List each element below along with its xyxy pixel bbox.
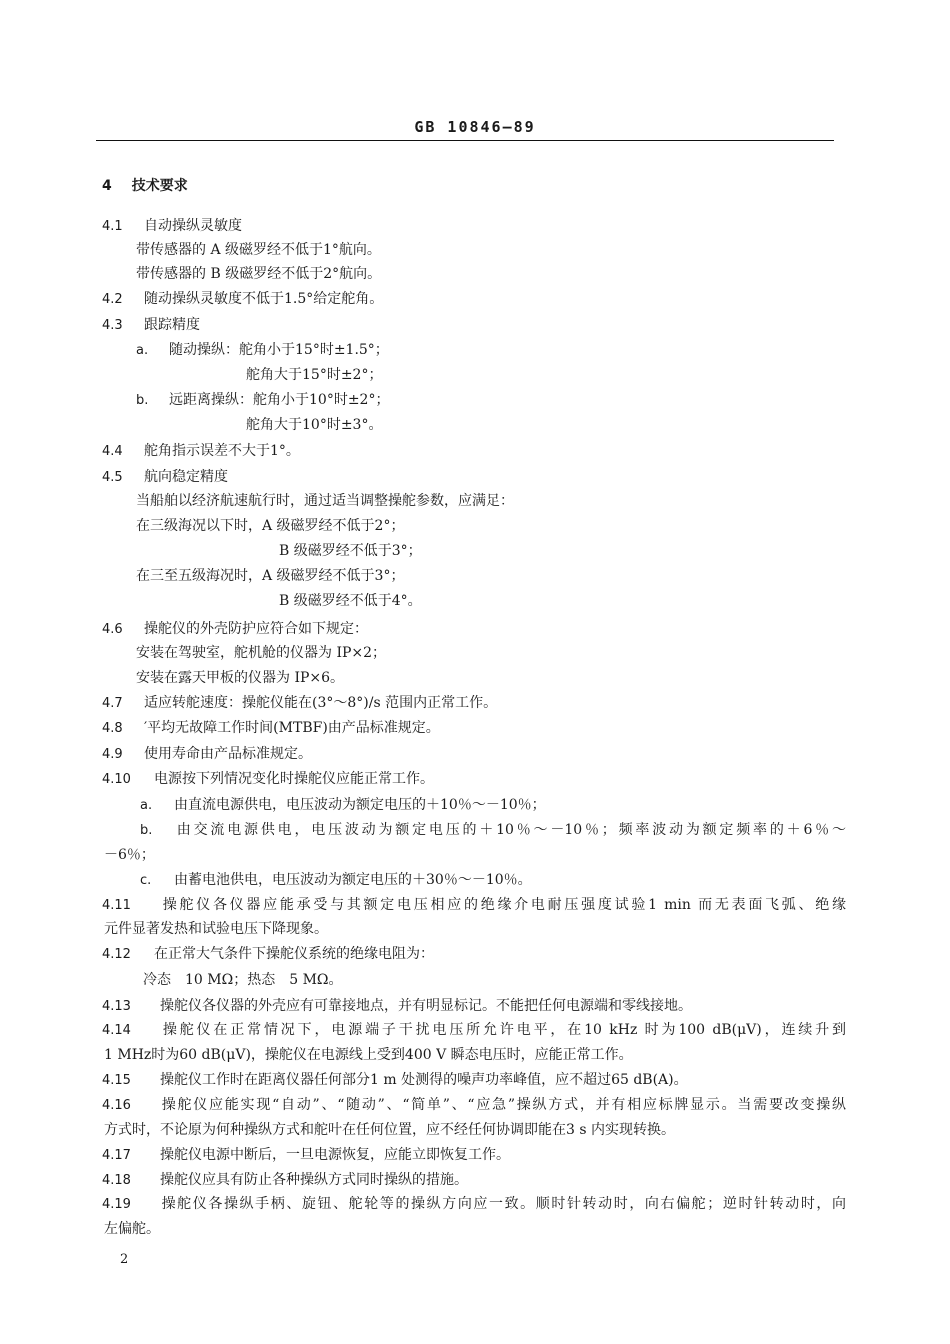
- clause-4-5: [102, 467, 228, 487]
- item-b: [136, 390, 389, 410]
- item-marker: b.: [136, 393, 149, 408]
- item-a: [136, 340, 389, 360]
- clause-text: 适应转舵速度：操舵仪能在(3°～8°)/s 范围内正常工作。: [144, 695, 498, 711]
- clause-number: 4.16: [102, 1098, 131, 1113]
- text-line: 1 MHz时为60 dB(μV)，操舵仪在电源线上受到400 V 瞬态电压时，应能正常工作。: [104, 1047, 633, 1063]
- clause-number: 4.12: [102, 947, 131, 962]
- header-rule: [96, 140, 834, 141]
- text-line: 冷态 10 MΩ；热态 5 MΩ。: [143, 972, 343, 988]
- clause-text: 操舵仪的外壳防护应符合如下规定：: [144, 621, 368, 637]
- clause-number: 4.2: [102, 292, 123, 307]
- section-title: 技术要求: [131, 178, 188, 194]
- clause-number: 4.5: [102, 470, 123, 485]
- item-text: 远距离操纵：舵角小于10°时±2°；: [169, 392, 390, 408]
- clause-text: 自动操纵灵敏度: [144, 218, 242, 234]
- item-b: [140, 820, 846, 840]
- clause-text: 操舵仪工作时在距离仪器任何部分1 m 处测得的噪声功率峰值，应不超过65 dB(A)。: [160, 1072, 688, 1088]
- clause-text: 操舵仪各仪器应能承受与其额定电压相应的绝缘介电耐压强度试验1 min 而无表面飞弧、绝缘: [160, 897, 846, 913]
- item-marker: c.: [140, 873, 152, 888]
- section-heading: [102, 176, 188, 196]
- clause-4-15: [102, 1070, 688, 1090]
- clause-4-2: [102, 289, 383, 309]
- item-text: 随动操纵：舵角小于15°时±1.5°；: [169, 342, 389, 358]
- item-marker: b.: [140, 823, 153, 838]
- text-line: 安装在驾驶室，舵机舱的仪器为 IP×2；: [136, 645, 387, 661]
- clause-text: 使用寿命由产品标准规定。: [144, 746, 312, 762]
- text-line: 左偏舵。: [104, 1221, 160, 1237]
- text-line: 在三至五级海况时，A 级磁罗经不低于3°；: [136, 568, 405, 584]
- text-line: 带传感器的 B 级磁罗经不低于2°航向。: [136, 266, 382, 282]
- text-line: 带传感器的 A 级磁罗经不低于1°航向。: [136, 242, 381, 258]
- clause-4-19: [102, 1194, 846, 1214]
- clause-text: 操舵仪各仪器的外壳应有可靠接地点，并有明显标记。不能把任何电源端和零线接地。: [160, 998, 692, 1014]
- clause-text: 随动操纵灵敏度不低于1.5°给定舵角。: [144, 291, 384, 307]
- text-line: 在三级海况以下时，A 级磁罗经不低于2°；: [136, 518, 405, 534]
- clause-number: 4.13: [102, 999, 131, 1014]
- section-number: 4: [102, 178, 112, 194]
- clause-text: 操舵仪电源中断后，一旦电源恢复，应能立即恢复工作。: [160, 1147, 510, 1163]
- document-header-code: GB 10846—89: [414, 118, 536, 136]
- text-line: B 级磁罗经不低于4°。: [279, 593, 422, 609]
- clause-number: 4.18: [102, 1173, 131, 1188]
- clause-4-3: [102, 315, 200, 335]
- clause-number: 4.7: [102, 696, 123, 711]
- clause-number: 4.15: [102, 1073, 131, 1088]
- clause-number: 4.10: [102, 772, 131, 787]
- clause-4-11: [102, 895, 846, 915]
- clause-text: 在正常大气条件下操舵仪系统的绝缘电阻为：: [154, 946, 434, 962]
- item-a: [140, 795, 546, 815]
- clause-number: 4.8: [102, 721, 123, 736]
- text-line: 方式时，不论原为何种操纵方式和舵叶在任何位置，应不经任何协调即能在3 s 内实现转换。: [104, 1122, 675, 1138]
- clause-4-9: [102, 744, 312, 764]
- clause-number: 4.9: [102, 747, 123, 762]
- text-line: 安装在露天甲板的仪器为 IP×6。: [136, 670, 345, 686]
- text-line: 元件显著发热和试验电压下降现象。: [104, 921, 328, 937]
- page-number: 2: [120, 1252, 129, 1267]
- text-line: 舵角大于15°时±2°；: [246, 367, 383, 383]
- clause-4-18: [102, 1170, 468, 1190]
- item-text: 由交流电源供电，电压波动为额定电压的＋10％～－10％；频率波动为额定频率的＋6％～: [174, 822, 846, 838]
- clause-number: 4.17: [102, 1148, 131, 1163]
- clause-4-14: [102, 1020, 846, 1040]
- clause-text: 操舵仪在正常情况下，电源端子干扰电压所允许电平，在10 kHz 时为100 dB(μV)，连续升到: [160, 1022, 846, 1038]
- clause-text: 电源按下列情况变化时操舵仪应能正常工作。: [154, 771, 434, 787]
- item-marker: a.: [136, 343, 149, 358]
- clause-text: 操舵仪各操纵手柄、旋钮、舵轮等的操纵方向应一致。顺时针转动时，向右偏舵；逆时针转动时，向: [160, 1196, 846, 1212]
- clause-4-1: [102, 216, 242, 236]
- clause-4-12: [102, 944, 434, 964]
- item-marker: a.: [140, 798, 153, 813]
- clause-text: 跟踪精度: [144, 317, 200, 333]
- clause-text: 操舵仪应具有防止各种操纵方式同时操纵的措施。: [160, 1172, 468, 1188]
- clause-text: ′平均无故障工作时间(MTBF)由产品标准规定。: [144, 720, 440, 736]
- clause-text: 航向稳定精度: [144, 469, 228, 485]
- text-line: 舵角大于10°时±3°。: [246, 417, 383, 433]
- clause-number: 4.11: [102, 898, 131, 913]
- clause-text: 舵角指示误差不大于1°。: [144, 443, 300, 459]
- clause-4-6: [102, 619, 368, 639]
- clause-4-10: [102, 769, 434, 789]
- clause-text: 操舵仪应能实现“自动”、“随动”、“简单”、“应急”操纵方式，并有相应标牌显示。当需要改变操纵: [160, 1097, 846, 1113]
- clause-4-13: [102, 996, 692, 1016]
- text-line: 当船舶以经济航速航行时，通过适当调整操舵参数，应满足：: [136, 493, 514, 509]
- clause-number: 4.19: [102, 1197, 131, 1212]
- clause-4-17: [102, 1145, 510, 1165]
- clause-number: 4.14: [102, 1023, 131, 1038]
- clause-4-7: [102, 693, 497, 713]
- item-text: 由直流电源供电，电压波动为额定电压的＋10％～－10％；: [174, 797, 546, 813]
- clause-number: 4.4: [102, 444, 123, 459]
- clause-number: 4.1: [102, 219, 123, 234]
- item-c: [140, 870, 532, 890]
- clause-number: 4.3: [102, 318, 123, 333]
- clause-number: 4.6: [102, 622, 123, 637]
- item-text: 由蓄电池供电，电压波动为额定电压的＋30％～－10％。: [174, 872, 532, 888]
- text-line: －6％；: [104, 847, 155, 863]
- clause-4-8: [102, 718, 440, 738]
- text-line: B 级磁罗经不低于3°；: [279, 543, 422, 559]
- clause-4-16: [102, 1095, 846, 1115]
- clause-4-4: [102, 441, 300, 461]
